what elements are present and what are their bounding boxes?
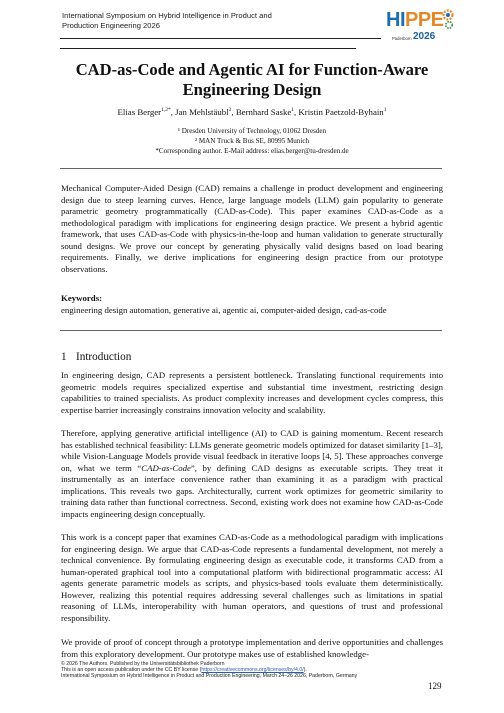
paper-title [40,60,464,100]
footer [61,662,461,680]
paragraph-2-b: ”, by defining CAD designs as executable scripts. They treat it instrumentally as an interface convenience rather than examining it as a paradigm with practical implications. This reveals two gaps. Architecturally, current work optimizes for geometric similarity to training data rather than functional correctness. Second, existing work does not examine how CAD-as-Code impacts engineering design conceptually. [61,462,443,519]
conference-line-1: International Symposium on Hybrid Intelligence in Product and [62,11,272,20]
author-name: Jan Mehlstäubl [175,107,229,117]
author-name: Kristin Paetzold-Byhain [298,107,384,117]
gear-icon [441,8,455,32]
affiliation-2: ² MAN Truck & Bus SE, 80995 Munich [194,137,310,145]
paragraph-4: We provide of proof of concept through a prototype implementation and derive opportunities and challenges from this exploratory development. Our prototype makes use of established knowledge- [61,637,443,659]
hippe-logo [386,6,446,50]
logo-ppe: PPE [405,9,444,31]
title-line-2: Engineering Design [182,80,322,99]
logo-year: 2026 [413,31,436,42]
author-name: Elias Berger [117,107,162,117]
section-number: 1 [61,351,67,363]
keywords: engineering design automation, generative ai, agentic ai, computer-aided design, cad-as-code [61,305,387,315]
abstract-rule-bottom [60,330,442,331]
logo-hi: HI [386,9,405,31]
affiliation-1: ¹ Dresden University of Technology, 01062 Dresden [177,127,327,135]
license-link[interactable]: https://creativecommons.org/licenses/by/4.0/ [201,666,304,673]
logo-sub: Paderborn [392,36,412,41]
abstract-rule-top [60,168,442,169]
conference-line-2: Production Engineering 2026 [62,21,160,30]
keywords-heading: Keywords: [61,293,103,303]
license-text-end: ). [303,666,307,673]
paragraph-3: This work is a concept paper that examines CAD-as-Code as a methodological paradigm with implications for engineering design. We argue that CAD-as-Code represents a fundamental development, not merely a technical convenience. By formulating engineering design as executable code, it transforms CAD from a human-operated graphical tool into a computational platform with bidirectional programmatic access: AI agents generate parametric models as scripts, and physics-based tools evaluate them deterministically. However, realizing this potential requires addressing several challenges such as limitations in spatial reasoning of LLMs, interoperability with human operators, and questions of trust and professional responsibility. [61,532,443,623]
author-name: Bernhard Saske [235,107,292,117]
paragraph-2-a: Therefore, applying generative artificial intelligence (AI) to CAD is gaining momentum. Recent research has established technical feasibility: LLMs generate geometric models optimized for dataset similarity [1–3], while Vision-Language Models provide visual feedback in iterative loops [4, 5]. These approaches converge on, what we term “ [61,428,443,473]
section-heading [61,351,131,363]
logo-wordmark [386,10,444,30]
paragraph-2 [61,428,443,520]
page-number: 129 [428,681,442,691]
author-list: Elias Berger$^{1,2*}$, Jan Mehlstäubl$^2$, Bernhard Saske$^1$, Kristin Paetzold-Byhain$^1$ [117,107,387,117]
author-sup: 2 [228,107,232,114]
header-rule-top [60,38,381,39]
footer-copyright: © 2026 The Authors. Published by the Universitätsbibliothek Paderborn [61,661,225,667]
section-title: Introduction [76,351,132,363]
footer-symposium: International Symposium on Hybrid Intelligence in Product and Production Engineering, March 24–26 2026, Paderborn, Germany [61,672,358,679]
cad-as-code-term: CAD-as-Code [141,462,191,473]
header-rule-bottom [60,48,356,49]
license-text: This is an open access publication under the CC BY license ( [61,666,202,673]
paragraph-1: In engineering design, CAD represents a persistent bottleneck. Translating functional requirements into geometric models requires specialized expertise and substantial time investment, restricting design capabilities to trained specialists. As product complexity increases and development cycles compress, this expertise barrier increasingly constrains innovation velocity and scalability. [61,370,443,415]
abstract: Mechanical Computer-Aided Design (CAD) remains a challenge in product development and engineering design due to steep learning curves. Hence, large language models (LLM) gain popularity to generate parametric geometry programmatically (CAD-as-Code). This paper examines CAD-as-Code as a methodological paradigm with implications for engineering design practice. We present a hybrid agentic framework, that uses CAD-as-Code with physics-in-the-loop and human validation to generate structurally sound designs. We prove our concept by generating physically valid designs based on load bearing requirements. Finally, we derive implications for engineering design practice from our prototype observations. [61,183,443,274]
title-line-1: CAD-as-Code and Agentic AI for Function-Aware [75,60,429,79]
author-sup: 1 [383,107,387,114]
corresponding-author: *Corresponding author. E-Mail address: elias.berger@tu-dresden.de [155,147,349,155]
author-sup: 1 [291,107,295,114]
author-sup: 1,2* [161,107,171,114]
conference-header [62,11,322,31]
